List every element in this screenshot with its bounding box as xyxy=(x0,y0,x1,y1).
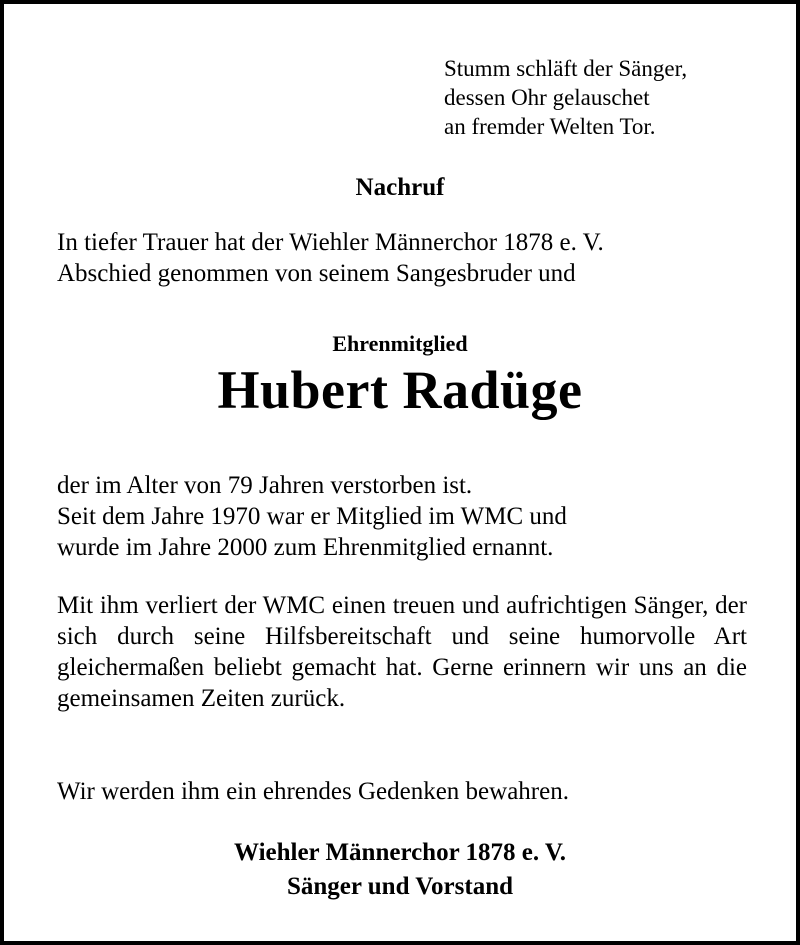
paragraph-1-line-2: Seit dem Jahre 1970 war er Mitglied im WMC und xyxy=(57,503,567,530)
deceased-name: Hubert Radüge xyxy=(217,360,583,420)
paragraph-3: Wir werden ihm ein ehrendes Gedenken bewahren. xyxy=(57,778,569,805)
signature-line-2: Sänger und Vorstand xyxy=(286,873,514,900)
motto-line-3: an fremder Welten Tor. xyxy=(444,114,656,139)
paragraph-1-line-1: der im Alter von 79 Jahren verstorben ist. xyxy=(57,472,473,499)
intro-line-1: In tiefer Trauer hat der Wiehler Männerchor 1878 e. V. xyxy=(57,229,604,256)
motto-verse xyxy=(444,54,687,141)
motto-line-1: Stumm schläft der Sänger, xyxy=(444,56,688,81)
honor-title: Ehrenmitglied xyxy=(332,331,468,356)
intro-text xyxy=(57,227,777,289)
signature-line-1: Wiehler Männerchor 1878 e. V. xyxy=(234,839,566,866)
intro-line-2: Abschied genommen von seinem Sangesbruder und xyxy=(57,260,576,287)
notice-heading: Nachruf xyxy=(355,174,445,201)
paragraph-1 xyxy=(57,470,747,563)
paragraph-2: Mit ihm verliert der WMC einen treuen und aufrichtigen Sänger, der sich durch seine Hilfsbereitschaft und seine humorvolle Art gleichermaßen beliebt gemacht hat. Gerne erinnern wir uns an die gemeinsamen Zeiten zurück. xyxy=(57,592,747,712)
paragraph-1-line-3: wurde im Jahre 2000 zum Ehrenmitglied ernannt. xyxy=(57,534,554,561)
motto-line-2: dessen Ohr gelauschet xyxy=(444,85,650,110)
